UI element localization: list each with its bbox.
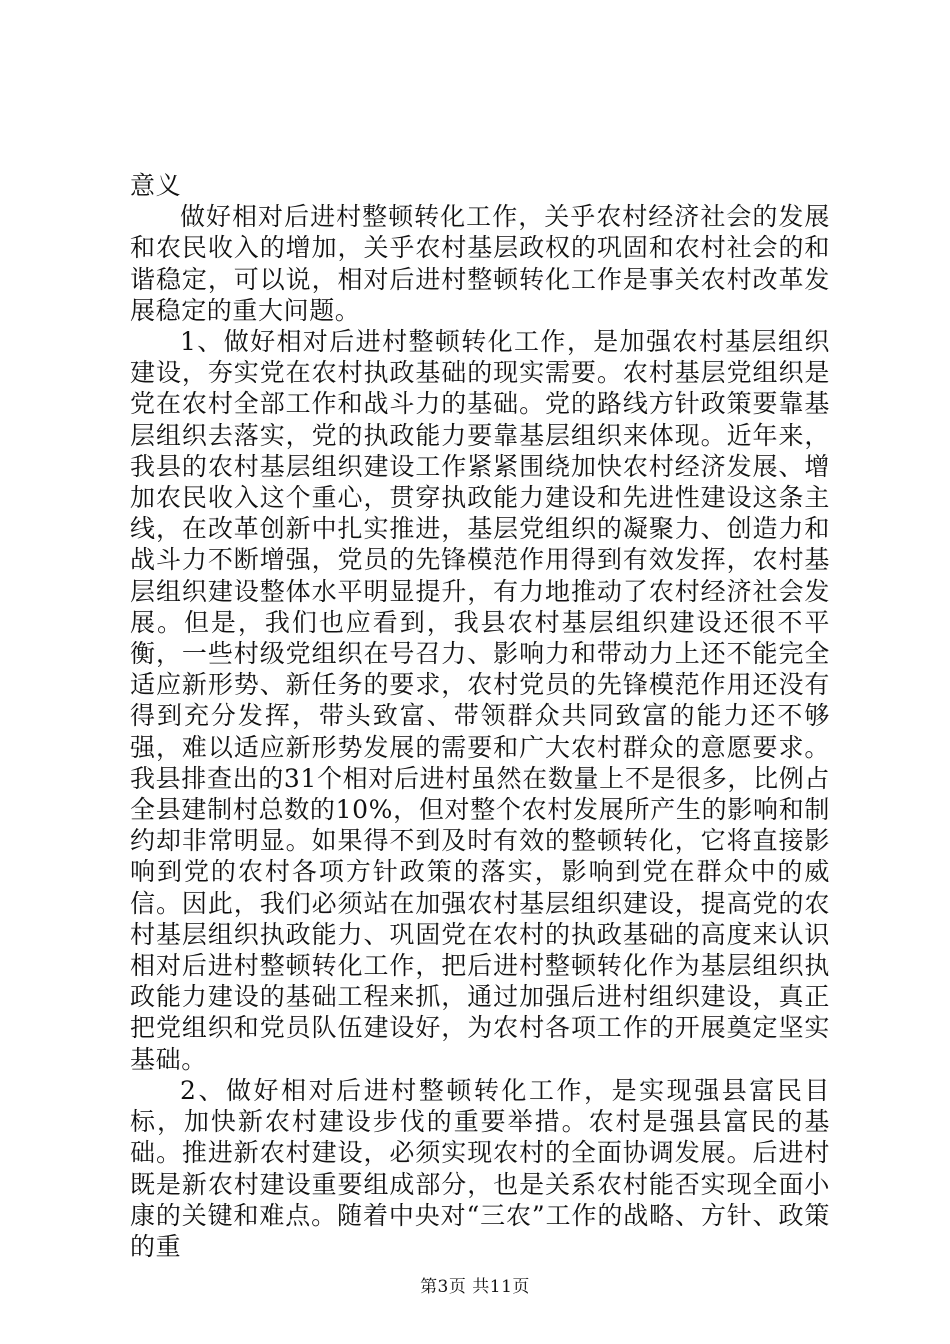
document-body: [130, 170, 830, 1262]
page-footer: 第3页 共11页: [420, 1277, 530, 1297]
paragraph-point-1: 1、做好相对后进村整顿转化工作，是加强农村基层组织建设，夯实党在农村执政基础的现实需要。农村基层党组织是党在农村全部工作和战斗力的基础。党的路线方针政策要靠基层组织去落实，党的执政能力要靠基层组织来体现。近年来，我县的农村基层组织建设工作紧紧围绕加快农村经济发展、增加农民收入这个重心，贯穿执政能力建设和先进性建设这条主线，在改革创新中扎实推进，基层党组织的凝聚力、创造力和战斗力不断增强，党员的先锋模范作用得到有效发挥，农村基层组织建设整体水平明显提升，有力地推动了农村经济社会发展。但是，我们也应看到，我县农村基层组织建设还很不平衡，一些村级党组织在号召力、影响力和带动力上还不能完全适应新形势、新任务的要求，农村党员的先锋模范作用还没有得到充分发挥，带头致富、带领群众共同致富的能力还不够强，难以适应新形势发展的需要和广大农村群众的意愿要求。我县排查出的31个相对后进村虽然在数量上不是很多，比例占全县建制村总数的10%，但对整个农村发展所产生的影响和制约却非常明显。如果得不到及时有效的整顿转化，它将直接影响到党的农村各项方针政策的落实，影响到党在群众中的威信。因此，我们必须站在加强农村基层组织建设，提高党的农村基层组织执政能力、巩固党在农村的执政基础的高度来认识相对后进村整顿转化工作，把后进村整顿转化作为基层组织执政能力建设的基础工程来抓，通过加强后进村组织建设，真正把党组织和党员队伍建设好，为农村各项工作的开展奠定坚实基础。: [130, 327, 830, 1074]
paragraph-intro: 做好相对后进村整顿转化工作，关乎农村经济社会的发展和农民收入的增加，关乎农村基层政权的巩固和农村社会的和谐稳定，可以说，相对后进村整顿转化工作是事关农村改革发展稳定的重大问题。: [130, 202, 830, 325]
paragraph-point-2: 2、做好相对后进村整顿转化工作，是实现强县富民目标，加快新农村建设步伐的重要举措。农村是强县富民的基础。推进新农村建设，必须实现农村的全面协调发展。后进村既是新农村建设重要组成部分，也是关系农村能否实现全面小康的关键和难点。随着中央对“三农”工作的战略、方针、政策的重: [130, 1075, 830, 1261]
section-heading: 意义: [130, 171, 182, 200]
